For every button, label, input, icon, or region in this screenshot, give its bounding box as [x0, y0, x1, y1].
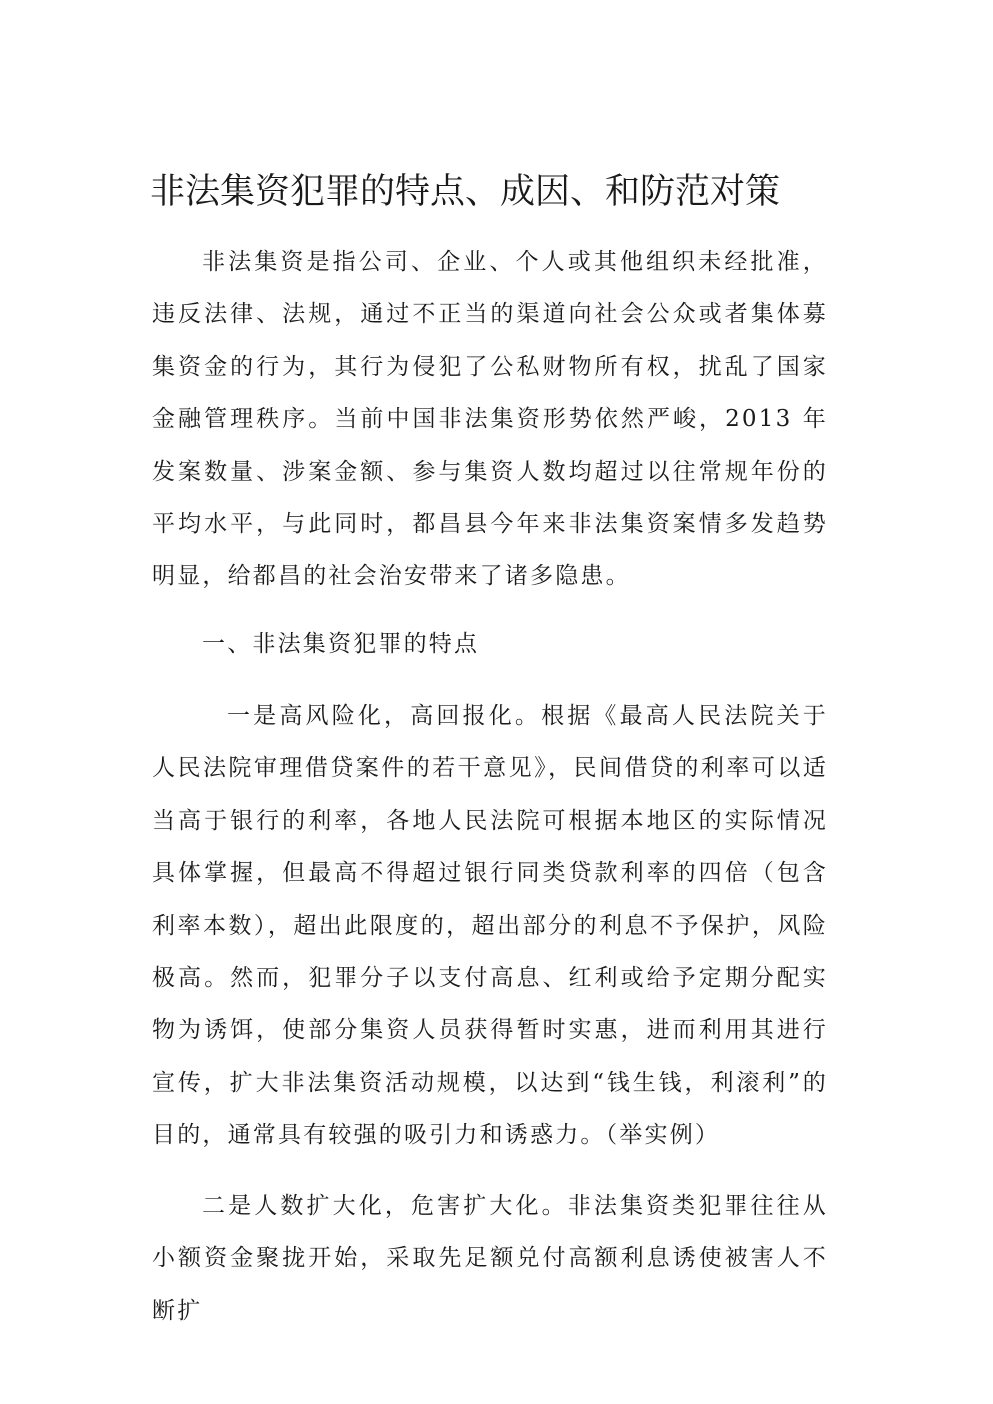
feature-one-paragraph: 一是高风险化，高回报化。根据《最高人民法院关于人民法院审理借贷案件的若干意见》，民间借贷的利率可以适当高于银行的利率，各地人民法院可根据本地区的实际情况具体掌握，但最高不得超过银行同类贷款利率的四倍（包含利率本数），超出此限度的，超出部分的利息不予保护，风险极高。然而，犯罪分子以支付高息、红利或给予定期分配实物为诱饵，使部分集资人员获得暂时实惠，进而利用其进行宣传，扩大非法集资活动规模，以达到“钱生钱，利滚利”的目的，通常具有较强的吸引力和诱惑力。（举实例） — [152, 703, 828, 1149]
section-heading: 一、非法集资犯罪的特点 — [202, 631, 480, 657]
document-title: 非法集资犯罪的特点、成因、和防范对策 — [150, 172, 781, 212]
feature-two-paragraph: 二是人数扩大化，危害扩大化。非法集资类犯罪往往从小额资金聚拢开始，采取先足额兑付高额利息诱使被害人不断扩 — [152, 1193, 828, 1324]
intro-paragraph: 非法集资是指公司、企业、个人或其他组织未经批准，违反法律、法规，通过不正当的渠道向社会公众或者集体募集资金的行为，其行为侵犯了公私财物所有权，扰乱了国家金融管理秩序。当前中国非法集资形势依然严峻，2013 年发案数量、涉案金额、参与集资人数均超过以往常规年份的平均水平，与此同时，都昌县今年来非法集资案情多发趋势明显，给都昌的社会治安带来了诸多隐患。 — [152, 249, 828, 590]
